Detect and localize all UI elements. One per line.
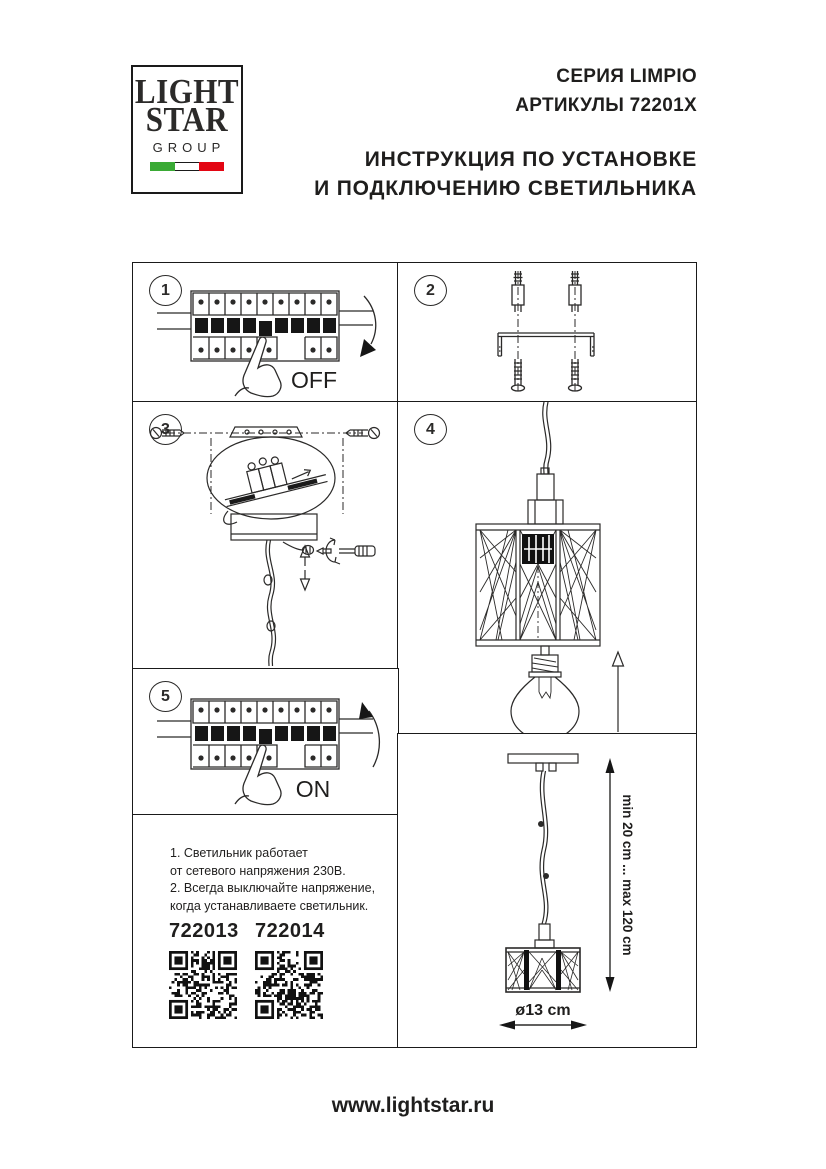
note-line: 2. Всегда выключайте напряжение, [170, 881, 376, 895]
product-code: 722014 [255, 920, 325, 942]
lightstar-logo [131, 65, 243, 194]
cable-icon [264, 540, 276, 666]
updown-arrow-icon [301, 546, 310, 590]
pointing-hand-icon [235, 337, 281, 397]
logo-text-light: LIGHT [134, 71, 240, 112]
step-1-number-badge: 1 [149, 275, 182, 306]
arrow-up-icon [359, 702, 379, 767]
safety-notes [170, 845, 375, 915]
up-arrow-icon [613, 652, 624, 732]
note-line: 1. Светильник работает [170, 846, 308, 860]
logo-text-star: STAR [145, 99, 229, 140]
flag-green-stripe [150, 162, 175, 171]
socket-icon [528, 468, 563, 524]
ceiling-plate-icon [508, 754, 578, 771]
steps-grid [132, 262, 697, 1048]
step-5-number-badge: 5 [149, 681, 182, 712]
product-code: 722013 [169, 920, 239, 942]
step-2-number-badge: 2 [414, 275, 447, 306]
step-3-panel [132, 401, 399, 670]
dimensions-panel [397, 733, 697, 1048]
website-url: www.lightstar.ru [331, 1094, 495, 1117]
on-label: ON [295, 776, 331, 802]
cable-icon [538, 771, 549, 924]
height-range-label: min 20 cm ... max 120 cm [620, 794, 635, 956]
lamp-shade-icon [476, 524, 600, 646]
product-column [255, 920, 323, 1019]
note-line: от сетевого напряжения 230В. [170, 863, 346, 878]
crystal-pattern [508, 952, 578, 990]
step-1-panel [132, 262, 399, 403]
mounting-bracket-icon [498, 333, 594, 356]
ceiling-bracket-icon [230, 427, 302, 437]
product-column [169, 920, 237, 1019]
product-codes [169, 920, 323, 1019]
cord-grip-icon [283, 542, 314, 555]
ceiling-mount-drawing [133, 402, 397, 668]
cable-icon [543, 402, 551, 474]
logo-text-group: GROUP [152, 140, 226, 155]
info-panel [132, 814, 399, 1048]
off-label: OFF [291, 367, 337, 393]
breaker-off-drawing [133, 263, 397, 401]
magnifier-detail-icon [207, 437, 335, 524]
bulb-icon [511, 646, 579, 733]
note-line: когда устанавливаете светильник. [170, 898, 369, 913]
width-dimension-arrow [499, 1021, 587, 1030]
shade-bulb-drawing [398, 402, 695, 733]
series-title: СЕРИЯ LIMPIO [556, 66, 697, 87]
step-2-panel [397, 262, 697, 403]
step-3-number-badge: 3 [149, 414, 182, 445]
instruction-title-line1: ИНСТРУКЦИЯ ПО УСТАНОВКЕ [364, 148, 697, 171]
articles-title: АРТИКУЛЫ 72201X [515, 95, 697, 116]
pendant-lamp-drawing [398, 734, 695, 1046]
flag-red-stripe [199, 162, 224, 171]
center-lines [518, 271, 575, 393]
qr-code [255, 951, 323, 1019]
step-4-number-badge: 4 [414, 414, 447, 445]
instruction-title-line2: И ПОДКЛЮЧЕНИЮ СВЕТИЛЬНИКА [314, 177, 697, 200]
breaker-top-row [193, 293, 337, 315]
qr-code [169, 951, 237, 1019]
ceiling-canopy-icon [231, 514, 317, 540]
breaker-toggles-on [195, 726, 336, 744]
step-4-panel [397, 401, 697, 735]
screwdriver-icon [317, 538, 375, 564]
italian-flag-icon [150, 162, 224, 171]
diameter-label: ø13 cm [515, 1002, 571, 1019]
step-5-panel [132, 668, 399, 816]
lamp-shade-icon [506, 948, 580, 992]
height-dimension-arrow [606, 758, 615, 992]
header-titles [267, 62, 697, 203]
pointing-hand-icon [235, 745, 281, 805]
mounting-kit-drawing [398, 263, 695, 401]
breaker-toggles-off [195, 318, 336, 336]
breaker-top-row [193, 701, 337, 723]
breaker-on-drawing [133, 669, 397, 814]
socket-icon [535, 924, 554, 948]
flag-white-stripe [175, 162, 200, 171]
arrow-down-icon [360, 296, 376, 357]
